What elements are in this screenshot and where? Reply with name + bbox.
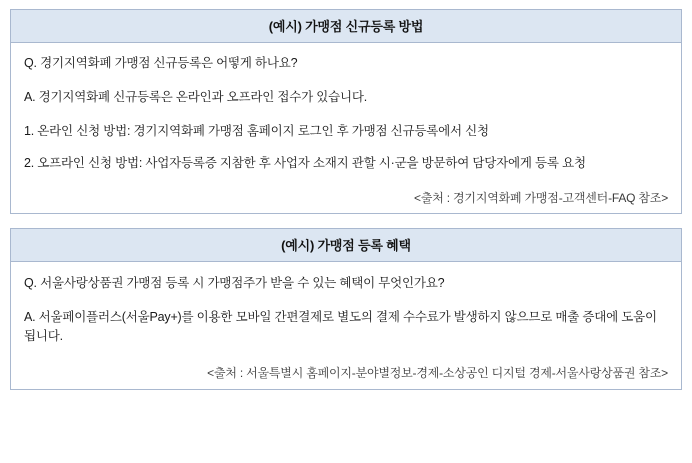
- card-title: (예시) 가맹점 등록 혜택: [11, 229, 681, 262]
- source-reference: <출처 : 경기지역화폐 가맹점-고객센터-FAQ 참조>: [414, 191, 668, 206]
- card-body: [11, 262, 681, 388]
- card-body: [11, 43, 681, 213]
- question-text: Q. 서울사랑상품권 가맹점 등록 시 가맹점주가 받을 수 있는 혜택이 무엇인가요?: [24, 276, 445, 291]
- source-reference: <출처 : 서울특별시 홈페이지-분야별정보-경제-소상공인 디지털 경제-서울사랑상품권 참조>: [207, 365, 668, 380]
- card-title: (예시) 가맹점 신규등록 방법: [11, 10, 681, 43]
- question-text: Q. 경기지역화폐 가맹점 신규등록은 어떻게 하나요?: [24, 56, 298, 70]
- faq-card-registration-method: [10, 9, 682, 214]
- answer-item-2: 2. 오프라인 신청 방법: 사업자등록증 지참한 후 사업자 소재지 관할 시·군을 방문하여 담당자에게 등록 요청: [24, 155, 586, 170]
- answer-text: A. 경기지역화폐 신규등록은 온라인과 오프라인 접수가 있습니다.: [24, 89, 368, 104]
- answer-item-1: 1. 온라인 신청 방법: 경기지역화폐 가맹점 홈페이지 로그인 후 가맹점 신규등록에서 신청: [24, 123, 489, 138]
- faq-card-registration-benefit: [10, 228, 682, 389]
- answer-text: A. 서울페이플러스(서울Pay+)를 이용한 모바일 간편결제로 별도의 결제 수수료가 발생하지 않으므로 매출 증대에 도움이 됩니다.: [24, 310, 657, 343]
